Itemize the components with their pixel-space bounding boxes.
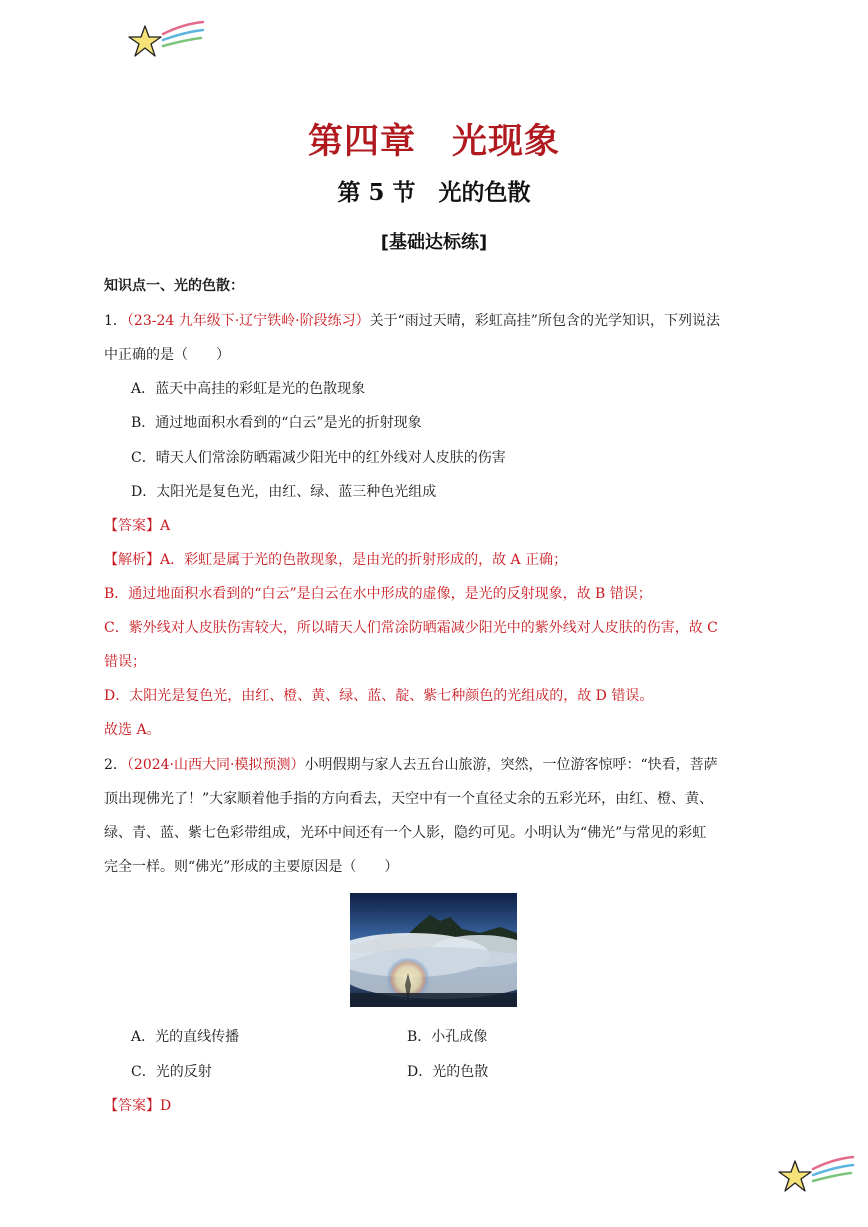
- chapter-title: 第四章 光现象: [307, 121, 560, 162]
- option-c: C．晴天人们常涂防晒霜减少阳光中的红外线对人皮肤的伤害: [131, 450, 506, 466]
- answer-2: 【答案】D: [104, 1098, 172, 1114]
- option-b: B．通过地面积水看到的“白云”是光的折射现象: [131, 415, 422, 431]
- question-1-stem: [104, 311, 720, 331]
- option-a: A．蓝天中高挂的彩虹是光的色散现象: [131, 381, 366, 397]
- answer-1: 【答案】A: [104, 518, 171, 534]
- shooting-star-icon: [125, 20, 205, 65]
- question-number: 2．: [104, 757, 127, 773]
- option-d: D．太阳光是复色光，由红、绿、蓝三种色光组成: [131, 484, 437, 500]
- option-a: A．光的直线传播: [131, 1029, 240, 1045]
- option-b: B．小孔成像: [407, 1029, 488, 1045]
- question-source: （2024·山西大同·模拟预测）: [126, 757, 305, 773]
- question-text: 关于“雨过天晴，彩虹高挂”所包含的光学知识，下列说法: [369, 313, 720, 329]
- buddha-light-photo: [350, 893, 517, 1007]
- analysis-line: 故选 A。: [104, 722, 161, 738]
- analysis-line: B．通过地面积水看到的“白云”是白云在水中形成的虚像，是光的反射现象，故 B 错误；: [104, 586, 652, 602]
- analysis-line: 错误；: [104, 654, 146, 670]
- knowledge-point-heading: 知识点一、光的色散：: [104, 278, 244, 294]
- section-title: 第 5 节 光的色散: [337, 179, 531, 206]
- question-1-stem-cont: 中正确的是（ ）: [104, 347, 230, 363]
- question-2-stem-cont: 顶出现佛光了！”大家顺着他手指的方向看去，天空中有一个直径丈余的五彩光环，由红、橙、黄、: [104, 791, 714, 807]
- question-source: （23-24 九年级下·辽宁铁岭·阶段练习）: [126, 313, 370, 329]
- analysis-line: C．紫外线对人皮肤伤害较大，所以晴天人们常涂防晒霜减少阳光中的紫外线对人皮肤的伤害，故 C: [104, 620, 718, 636]
- question-text: 小明假期与家人去五台山旅游，突然，一位游客惊呼：“快看，菩萨: [304, 757, 718, 773]
- shooting-star-icon: [775, 1155, 855, 1200]
- question-2-stem-cont: 绿、青、蓝、紫七色彩带组成，光环中间还有一个人影，隐约可见。小明认为“佛光”与常见的彩虹: [104, 825, 707, 841]
- question-2-stem: [104, 755, 718, 775]
- analysis-line: D．太阳光是复色光，由红、橙、黄、绿、蓝、靛、紫七种颜色的光组成的，故 D 错误。: [104, 688, 654, 704]
- option-c: C．光的反射: [131, 1064, 212, 1080]
- option-d: D．光的色散: [407, 1064, 489, 1080]
- exercise-type-title: [基础达标练]: [380, 232, 488, 253]
- analysis-line: 【解析】A．彩虹是属于光的色散现象，是由光的折射形成的，故 A 正确；: [104, 552, 568, 568]
- question-2-stem-cont: 完全一样。则“佛光”形成的主要原因是（ ）: [104, 859, 399, 875]
- question-number: 1．: [104, 313, 127, 329]
